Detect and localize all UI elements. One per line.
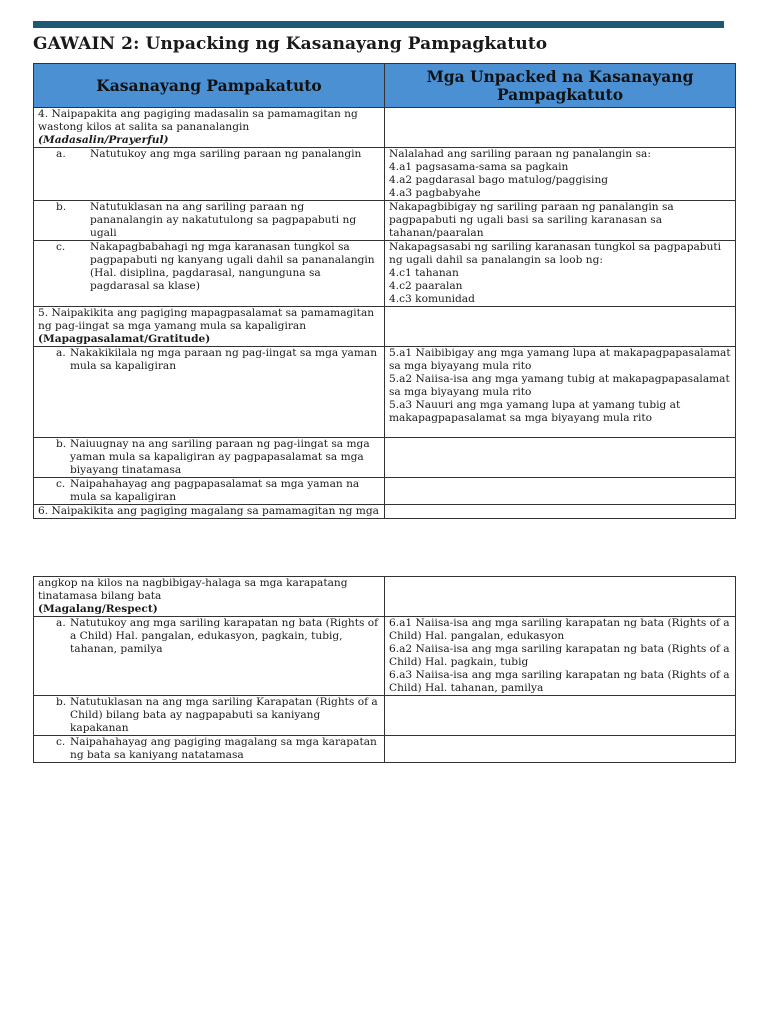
table-row [34, 241, 736, 307]
unpacked-cell [385, 108, 736, 148]
sub-item-text: Natutuklasan na ang mga sariling Karapatan (Rights of a Child) bilang bata ay nagpapabuti sa kaniyang kapakanan [70, 696, 378, 734]
sub-item-text: Natutukoy ang mga sariling paraan ng panalangin [90, 148, 362, 160]
sub-item-letter: a. [56, 347, 66, 359]
sub-item [38, 241, 380, 293]
competency-tag: (Magalang/Respect) [38, 603, 158, 615]
unpacked-line: 4.a3 pagbabyahe [389, 187, 481, 199]
unpacked-line: 6.a2 Naiisa-isa ang mga sariling karapatan ng bata (Rights of a Child) Hal. pagkain, tubig [389, 643, 730, 668]
table-row [34, 108, 736, 148]
table-row [34, 696, 736, 736]
sub-item [38, 617, 380, 656]
unpacked-line: Nalalahad ang sariling paraan ng panalangin sa: [389, 148, 651, 160]
unpacked-line: 4.a2 pagdarasal bago matulog/paggising [389, 174, 609, 186]
competency-table-part1 [33, 63, 736, 519]
sub-item-letter: a. [56, 148, 66, 160]
table-row [34, 347, 736, 438]
unpacked-line: 4.a1 pagsasama-sama sa pagkain [389, 161, 569, 173]
table-row [34, 307, 736, 347]
sub-item-letter: c. [56, 736, 66, 748]
sub-item-text: Naipahahayag ang pagpapasalamat sa mga yaman na mula sa kapaligiran [70, 478, 360, 503]
sub-item-text: Nakapagbabahagi ng mga karanasan tungkol sa pagpapabuti ng kanyang ugali dahil sa pananalangin (Hal. disiplina, pagdarasal, nangunguna sa pagdarasal sa klase) [90, 241, 375, 292]
sub-item-letter: b. [56, 696, 67, 708]
sub-item-letter: b. [56, 438, 67, 450]
table-row [34, 617, 736, 696]
page-title: GAWAIN 2: Unpacking ng Kasanayang Pampagkatuto [33, 34, 548, 54]
competency-tag: (Mapagpasalamat/Gratitude) [38, 333, 211, 345]
unpacked-line: 5.a2 Naiisa-isa ang mga yamang tubig at makapagpapasalamat sa mga biyayang mula rito [389, 373, 730, 398]
table-row [34, 577, 736, 617]
sub-item [38, 478, 380, 504]
column-header-right: Mga Unpacked na Kasanayang Pampagkatuto [385, 64, 736, 108]
unpacked-line: 6.a1 Naiisa-isa ang mga sariling karapatan ng bata (Rights of a Child) Hal. pangalan, edukasyon [389, 617, 730, 642]
sub-item [38, 696, 380, 735]
competency-main: 5. Naipakikita ang pagiging mapagpasalamat sa pamamagitan ng pag-iingat sa mga yamang mula sa kapaligiran [38, 307, 375, 332]
sub-item-text: Nakakikilala ng mga paraan ng pag-iingat sa mga yaman mula sa kapaligiran [70, 347, 378, 372]
sub-item-letter: c. [56, 478, 66, 490]
column-header-left: Kasanayang Pampakatuto [34, 64, 385, 108]
unpacked-line: 5.a3 Nauuri ang mga yamang lupa at yamang tubig at makapagpapasalamat sa mga biyayang mula rito [389, 399, 681, 424]
competency-main: 4. Naipapakita ang pagiging madasalin sa pamamagitan ng wastong kilos at salita sa pananalangin [38, 108, 358, 133]
top-accent-bar [33, 21, 724, 28]
competency-table-part2 [33, 576, 736, 763]
unpacked-line: 4.c3 komunidad [389, 293, 475, 305]
table-row [34, 201, 736, 241]
sub-item-letter: c. [56, 241, 66, 253]
competency-main: angkop na kilos na nagbibigay-halaga sa mga karapatang tinatamasa bilang bata [38, 577, 348, 602]
table-row [34, 505, 736, 519]
sub-item [38, 347, 380, 373]
sub-item [38, 438, 380, 477]
table-row [34, 736, 736, 763]
competency-main: 6. Naipakikita ang pagiging magalang sa pamamagitan ng mga [34, 505, 385, 519]
competency-tag: (Madasalin/Prayerful) [38, 134, 169, 146]
sub-item [38, 148, 380, 161]
table-row [34, 478, 736, 505]
sub-item-text: Natutuklasan na ang sariling paraan ng pananalangin ay nakatutulong sa pagpapabuti ng ugali [90, 201, 357, 239]
table-row [34, 438, 736, 478]
sub-item-text: Naiuugnay na ang sariling paraan ng pag-iingat sa mga yaman mula sa kapaligiran ay pagpapasalamat sa mga biyayang tinatamasa [70, 438, 370, 476]
sub-item-text: Natutukoy ang mga sariling karapatan ng bata (Rights of a Child) Hal. pangalan, edukasyon, pagkain, tubig, tahanan, pamilya [70, 617, 379, 655]
sub-item-letter: b. [56, 201, 67, 213]
sub-item-text: Naipahahayag ang pagiging magalang sa mga karapatan ng bata sa kaniyang natatamasa [70, 736, 377, 761]
competency-cell [34, 108, 385, 148]
sub-item [38, 736, 380, 762]
unpacked-line: 5.a1 Naibibigay ang mga yamang lupa at makapagpapasalamat sa mga biyayang mula rito [389, 347, 731, 372]
unpacked-line: Nakapagbibigay ng sariling paraan ng panalangin sa pagpapabuti ng ugali basi sa sariling karanasan sa tahanan/paaralan [385, 201, 736, 241]
sub-item-letter: a. [56, 617, 66, 629]
unpacked-line: 4.c1 tahanan [389, 267, 459, 279]
unpacked-line: 6.a3 Naiisa-isa ang mga sariling karapatan ng bata (Rights of a Child) Hal. tahanan, pamilya [389, 669, 730, 694]
sub-item [38, 201, 380, 240]
table-row [34, 148, 736, 201]
unpacked-line: 4.c2 paaralan [389, 280, 463, 292]
unpacked-line: Nakapagsasabi ng sariling karanasan tungkol sa pagpapabuti ng ugali dahil sa panalangin sa loob ng: [389, 241, 722, 266]
